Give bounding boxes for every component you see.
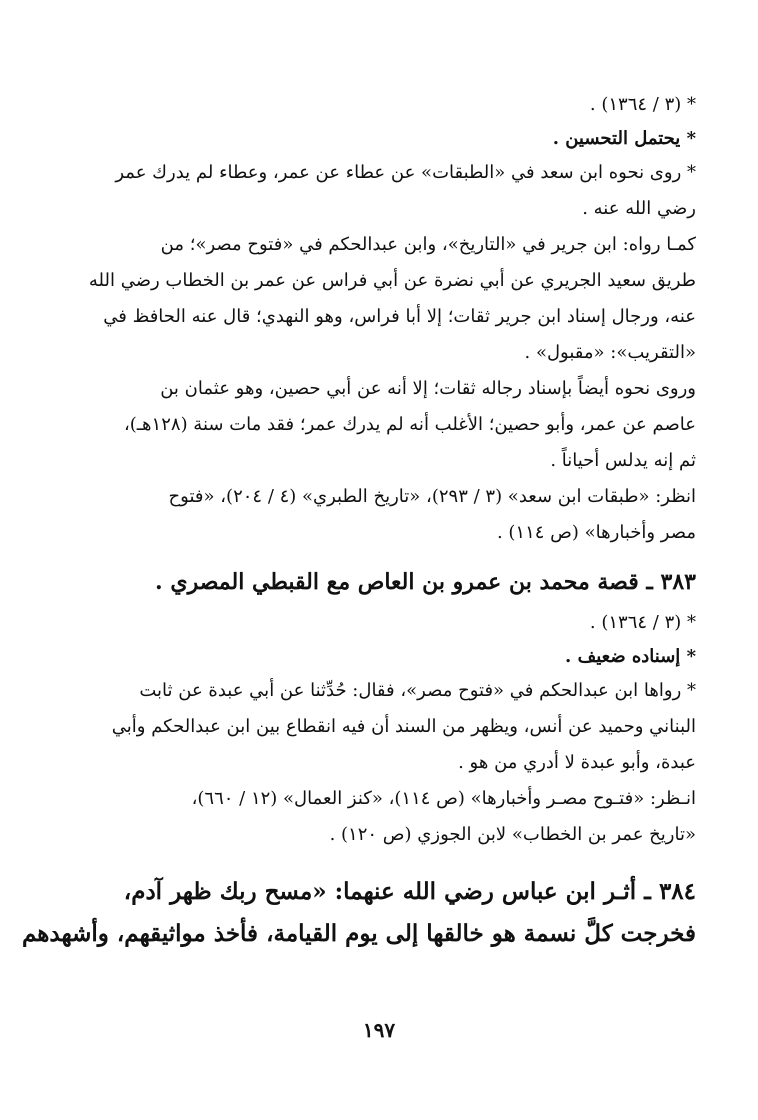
text-line: عبدة، وأبو عبدة لا أدري من هو .: [458, 752, 696, 773]
text-line: عاصم عن عمر، وأبو حصين؛ الأغلب أنه لم يدرك عمر؛ فقد مات سنة (١٢٨هـ)،: [123, 414, 696, 435]
text-line: وروى نحوه أيضاً بإسناد رجاله ثقات؛ إلا أنه عن أبي حصين، وهو عثمان بن: [160, 378, 696, 399]
page-body: [21, 92, 696, 964]
text-line: طريق سعيد الجريري عن أبي نضرة عن أبي فراس عن عمر بن الخطاب رضي الله: [88, 270, 696, 291]
text-line: «التقريب»: «مقبول» .: [524, 342, 696, 363]
text-line: * رواها ابن عبدالحكم في «فتوح مصر»، فقال: حُدِّثنا عن أبي عبدة عن ثابت: [139, 680, 696, 701]
text-line: عنه، ورجال إسناد ابن جرير ثقات؛ إلا أبا فراس، وهو النهدي؛ قال عنه الحافظ في: [103, 306, 696, 327]
section-heading-384-line2: فخرجت كلَّ نسمة هو خالقها إلى يوم القيامة، فأخذ مواثيقهم، وأشهدهم: [21, 920, 696, 947]
text-line: * إسناده ضعيف .: [565, 646, 696, 667]
section-heading-383: ٣٨٣ ـ قصة محمد بن عمرو بن العاص مع القبطي المصري .: [155, 569, 696, 595]
text-line: * (٣ / ١٣٦٤) .: [589, 94, 696, 115]
text-line: رضي الله عنه .: [582, 198, 696, 219]
page-number: ١٩٧: [362, 1018, 396, 1042]
text-line: انظر: «طبقات ابن سعد» (٣ / ٢٩٣)، «تاريخ الطبري» (٤ / ٢٠٤)، «فتوح: [168, 486, 696, 507]
text-line: * يحتمل التحسين .: [552, 128, 696, 149]
text-line: «تاريخ عمر بن الخطاب» لابن الجوزي (ص ١٢٠) .: [329, 824, 696, 845]
text-line: مصر وأخبارها» (ص ١١٤) .: [496, 522, 696, 543]
text-line: كمـا رواه: ابن جرير في «التاريخ»، وابن عبدالحكم في «فتوح مصر»؛ من: [160, 234, 696, 255]
text-line: * روى نحوه ابن سعد في «الطبقات» عن عطاء عن عمر، وعطاء لم يدرك عمر: [115, 162, 696, 183]
text-line: البناني وحميد عن أنس، ويظهر من السند أن فيه انقطاع بين ابن عبدالحكم وأبي: [111, 716, 696, 737]
text-line: * (٣ / ١٣٦٤) .: [589, 612, 696, 633]
text-line: ثم إنه يدلس أحياناً .: [550, 450, 696, 471]
section-heading-384-line1: ٣٨٤ ـ أثـر ابن عباس رضي الله عنهما: «مسح ربك ظهر آدم،: [123, 878, 696, 905]
text-line: انـظر: «فتـوح مصـر وأخبارها» (ص ١١٤)، «كنز العمال» (١٢ / ٦٦٠)،: [191, 788, 696, 809]
